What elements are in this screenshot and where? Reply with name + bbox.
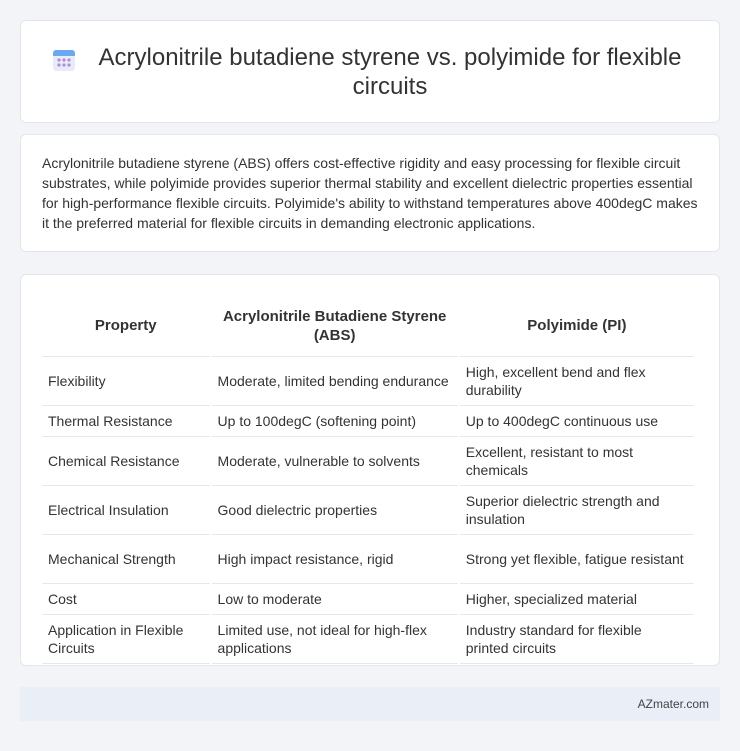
table-row [42, 535, 694, 584]
row-pi-value: High, excellent bend and flex durability [460, 357, 694, 406]
row-pi-value: Strong yet flexible, fatigue resistant [460, 535, 694, 584]
intro-paragraph: Acrylonitrile butadiene styrene (ABS) offers cost-effective rigidity and easy processing for flexible circuit substrates, while polyimide provides superior thermal stability and excellent dielectric properties essential for high-performance flexible circuits. Polyimide's ability to withstand temperatures above 400degC makes it the preferred material for flexible circuits in demanding electronic applications. [42, 155, 698, 231]
table-header-row [42, 295, 694, 357]
row-property: Cost [42, 584, 210, 615]
row-pi-value: Higher, specialized material [460, 584, 694, 615]
header-polyimide: Polyimide (PI) [460, 295, 694, 357]
row-property: Thermal Resistance [42, 406, 210, 437]
table-row [42, 615, 694, 664]
table-row [42, 486, 694, 535]
row-abs-value: Limited use, not ideal for high-flex applications [212, 615, 458, 664]
row-abs-value: Moderate, vulnerable to solvents [212, 437, 458, 486]
row-pi-value: Superior dielectric strength and insulation [460, 486, 694, 535]
row-property: Electrical Insulation [42, 486, 210, 535]
row-property: Flexibility [42, 357, 210, 406]
row-pi-value: Industry standard for flexible printed circuits [460, 615, 694, 664]
row-property: Application in Flexible Circuits [42, 615, 210, 664]
table-row [42, 406, 694, 437]
title-wrap [51, 43, 689, 101]
row-abs-value: High impact resistance, rigid [212, 535, 458, 584]
title-card [20, 20, 720, 123]
page-title: Acrylonitrile butadiene styrene vs. polyimide for flexible circuits [98, 43, 682, 100]
row-abs-value: Moderate, limited bending endurance [212, 357, 458, 406]
table-row [42, 584, 694, 615]
table-row [42, 437, 694, 486]
row-abs-value: Low to moderate [212, 584, 458, 615]
comparison-table-card [20, 274, 720, 666]
intro-card [20, 134, 720, 252]
header-property: Property [42, 295, 210, 357]
row-abs-value: Good dielectric properties [212, 486, 458, 535]
table-row [42, 357, 694, 406]
calendar-grid-icon [51, 47, 77, 73]
row-pi-value: Up to 400degC continuous use [460, 406, 694, 437]
comparison-table [40, 295, 696, 664]
footer-brand: AZmater.com [637, 697, 709, 711]
row-property: Mechanical Strength [42, 535, 210, 584]
header-abs: Acrylonitrile Butadiene Styrene (ABS) [212, 295, 458, 357]
row-property: Chemical Resistance [42, 437, 210, 486]
row-pi-value: Excellent, resistant to most chemicals [460, 437, 694, 486]
row-abs-value: Up to 100degC (softening point) [212, 406, 458, 437]
footer-bar [20, 687, 720, 721]
